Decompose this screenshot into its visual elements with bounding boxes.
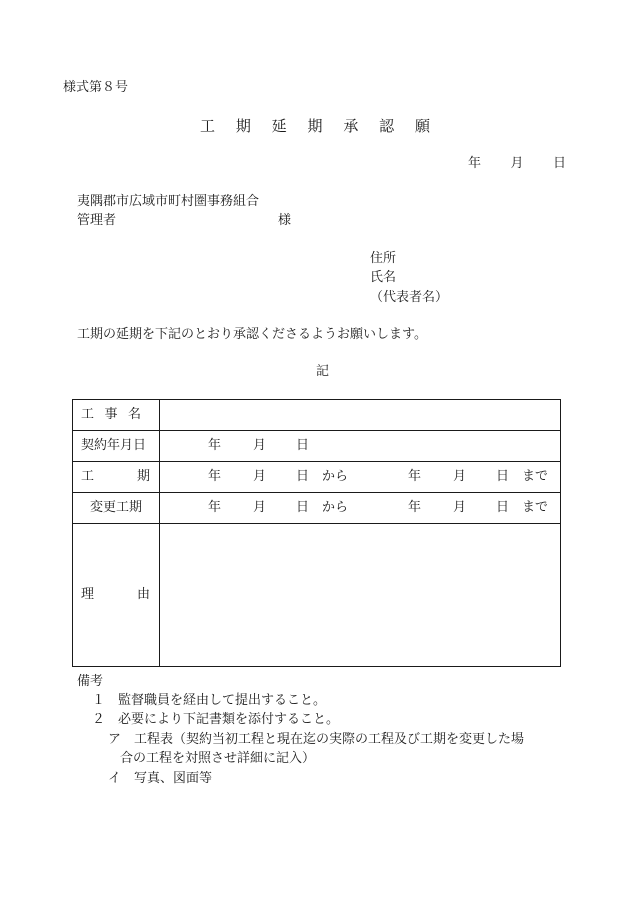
period-label-cell	[73, 462, 160, 493]
unit-month: 月	[253, 438, 267, 453]
unit-day: 日	[496, 500, 510, 515]
reason-label-cell	[73, 524, 160, 667]
document-title	[200, 118, 430, 134]
note-item-2: ２ 必要により下記書類を添付すること。	[92, 712, 340, 727]
from-label: から	[322, 500, 349, 515]
contract-date-label: 契約年月日	[81, 438, 147, 453]
title-char: 願	[414, 117, 430, 135]
addressee-honorific: 様	[278, 213, 292, 228]
application-table	[72, 399, 561, 667]
label-char: 名	[127, 407, 141, 422]
unit-year: 年	[208, 500, 222, 515]
work-name-label-cell	[73, 400, 160, 431]
label-char: 工	[81, 469, 95, 484]
note-item-2b: イ 写真、図面等	[108, 771, 213, 786]
changed-period-label-cell	[73, 493, 160, 524]
title-char: 延	[271, 117, 287, 135]
period-value-cell[interactable]	[160, 462, 561, 493]
unit-month: 月	[453, 469, 467, 484]
reason-value-cell[interactable]	[160, 524, 561, 667]
label-char: 理	[81, 587, 95, 602]
unit-day: 日	[496, 469, 510, 484]
contract-date-label-cell	[73, 431, 160, 462]
label-char: 期	[136, 469, 150, 484]
title-char: 期	[235, 117, 251, 135]
table-row-work-name	[73, 400, 561, 431]
unit-year: 年	[208, 438, 222, 453]
title-char: 承	[343, 117, 359, 135]
label-char: 事	[104, 407, 118, 422]
unit-year: 年	[408, 500, 422, 515]
table-row-contract-date	[73, 431, 561, 462]
until-label: まで	[522, 500, 549, 515]
date-year-label: 年	[468, 156, 482, 171]
request-text: 工期の延期を下記のとおり承認くださるようお願いします。	[77, 327, 427, 342]
unit-day: 日	[296, 469, 310, 484]
unit-year: 年	[408, 469, 422, 484]
work-name-value-cell[interactable]	[160, 400, 561, 431]
date-month-label: 月	[510, 156, 524, 171]
unit-month: 月	[253, 469, 267, 484]
unit-month: 月	[253, 500, 267, 515]
table-row-period	[73, 462, 561, 493]
until-label: まで	[522, 469, 549, 484]
from-label: から	[322, 469, 349, 484]
applicant-address-label: 住所	[370, 251, 397, 266]
title-char: 工	[200, 117, 216, 135]
notes-heading: 備考	[77, 674, 104, 689]
contract-date-value-cell[interactable]	[160, 431, 561, 462]
unit-day: 日	[296, 438, 310, 453]
unit-year: 年	[208, 469, 222, 484]
unit-day: 日	[296, 500, 310, 515]
note-item-1: １ 監督職員を経由して提出すること。	[92, 693, 327, 708]
table-row-changed-period	[73, 493, 561, 524]
ki-label: 記	[316, 364, 330, 379]
label-char: 由	[136, 587, 150, 602]
addressee-manager-label: 管理者	[77, 213, 117, 228]
changed-period-label: 変更工期	[89, 500, 142, 515]
unit-month: 月	[453, 500, 467, 515]
label-char: 工	[81, 407, 95, 422]
date-day-label: 日	[552, 156, 566, 171]
changed-period-value-cell[interactable]	[160, 493, 561, 524]
table-row-reason	[73, 524, 561, 667]
applicant-representative-label: （代表者名）	[370, 290, 449, 305]
title-char: 認	[379, 117, 395, 135]
submission-date-line	[468, 156, 566, 172]
applicant-name-label: 氏名	[370, 270, 397, 285]
form-number: 様式第８号	[63, 80, 129, 95]
title-char: 期	[307, 117, 323, 135]
note-item-2a-continued: 合の工程を対照させ詳細に記入）	[120, 751, 316, 766]
note-item-2a: ア 工程表（契約当初工程と現在迄の実際の工程及び工期を変更した場	[108, 732, 525, 747]
addressee-organization: 夷隅郡市広域市町村圏事務組合	[77, 194, 260, 209]
